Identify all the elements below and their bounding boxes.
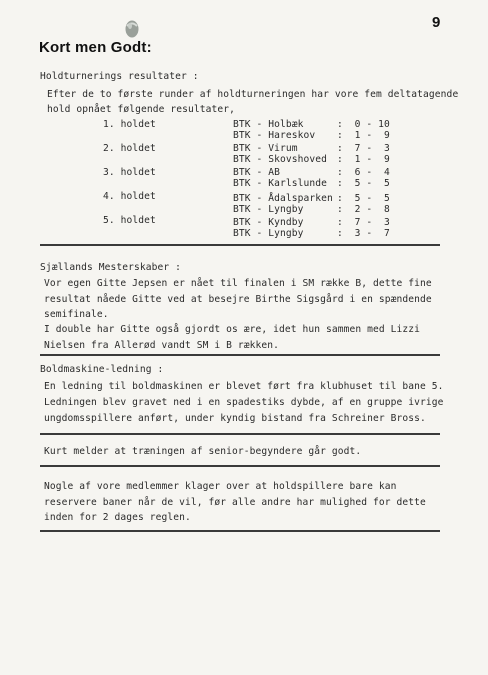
boldmaskine-line: En ledning til boldmaskinen er blevet ført fra klubhuset til bane 5.: [44, 381, 444, 392]
team-label: 2. holdet: [103, 143, 156, 154]
mesterskaber-line: semifinale.: [44, 309, 109, 320]
team-label: 5. holdet: [103, 215, 156, 226]
match-score: : 3 - 7: [337, 228, 390, 239]
match-pairing: BTK - Lyngby: [233, 228, 304, 239]
page-number: 9: [432, 14, 441, 31]
match-pairing: BTK - Hareskov: [233, 130, 316, 141]
match-score: : 0 - 10: [337, 119, 390, 130]
match-score: : 6 - 4: [337, 167, 390, 178]
match-pairing: BTK - Holbæk: [233, 119, 304, 130]
mesterskaber-line: Vor egen Gitte Jepsen er nået til finalen i SM række B, dette fine: [44, 278, 432, 289]
mesterskaber-heading: Sjællands Mesterskaber :: [40, 262, 182, 273]
section-divider: [40, 433, 440, 435]
team-label: 3. holdet: [103, 167, 156, 178]
match-pairing: BTK - AB: [233, 167, 281, 178]
holdturnering-intro-line: hold opnået følgende resultater,: [47, 104, 236, 115]
match-pairing: BTK - Skovshoved: [233, 154, 328, 165]
boldmaskine-line: Ledningen blev gravet ned i en spadestiks dybde, af en gruppe ivrige: [44, 397, 444, 408]
section-divider: [40, 465, 440, 467]
klager-line: reservere baner når de vil, før alle andre har mulighed for dette: [44, 497, 426, 508]
match-score: : 5 - 5: [337, 178, 390, 189]
klager-line: Nogle af vore medlemmer klager over at holdspillere bare kan: [44, 481, 397, 492]
klager-line: inden for 2 dages reglen.: [44, 512, 191, 523]
holdturnering-heading: Holdturnerings resultater :: [40, 71, 199, 82]
football-icon: [124, 17, 140, 39]
match-score: : 7 - 3: [337, 217, 390, 228]
team-label: 1. holdet: [103, 119, 156, 130]
mesterskaber-line: Nielsen fra Allerød vandt SM i B rækken.: [44, 340, 280, 351]
match-pairing: BTK - Lyngby: [233, 204, 304, 215]
senior-line: Kurt melder at træningen af senior-begyndere går godt.: [44, 446, 362, 457]
boldmaskine-line: ungdomsspillere anført, under kyndig bistand fra Schreiner Bross.: [44, 413, 426, 424]
match-score: : 2 - 8: [337, 204, 390, 215]
section-divider: [40, 244, 440, 246]
mesterskaber-line: I double har Gitte også gjordt os ære, idet hun sammen med Lizzi: [44, 324, 421, 335]
match-pairing: BTK - Virum: [233, 143, 298, 154]
match-pairing: BTK - Karlslunde: [233, 178, 328, 189]
match-score: : 5 - 5: [337, 193, 390, 204]
match-score: : 1 - 9: [337, 130, 390, 141]
holdturnering-intro-line: Efter de to første runder af holdturneringen har vore fem deltatagende: [47, 89, 459, 100]
section-divider: [40, 354, 440, 356]
match-score: : 7 - 3: [337, 143, 390, 154]
section-divider: [40, 530, 440, 532]
team-label: 4. holdet: [103, 191, 156, 202]
mesterskaber-line: resultat nåede Gitte ved at besejre Birthe Sigsgård i en spændende: [44, 294, 432, 305]
boldmaskine-heading: Boldmaskine-ledning :: [40, 364, 164, 375]
match-score: : 1 - 9: [337, 154, 390, 165]
match-pairing: BTK - Ådalsparken: [233, 193, 333, 204]
page-title: Kort men Godt:: [39, 39, 152, 56]
match-pairing: BTK - Kyndby: [233, 217, 304, 228]
